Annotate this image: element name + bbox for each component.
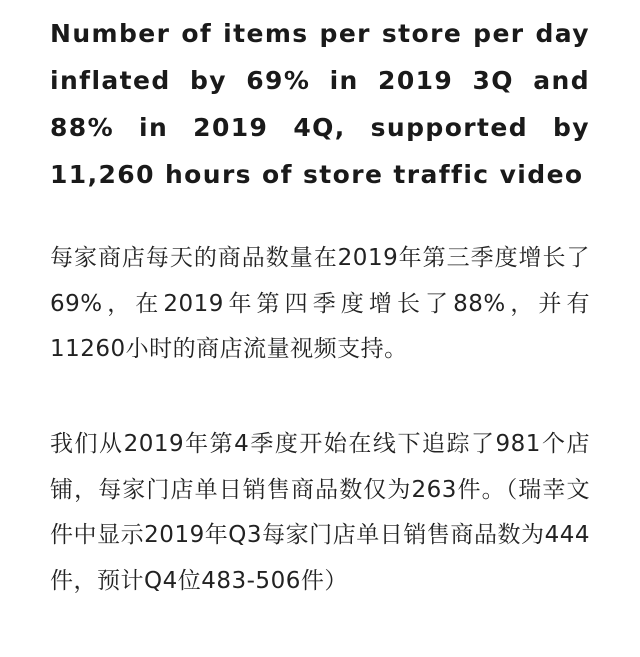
paragraph-store-tracking: 我们从2019年第4季度开始在线下追踪了981个店铺，每家门店单日销售商品数仅为263件。（瑞幸文件中显示2019年Q3每家门店单日销售商品数为444件，预计Q4位483-506件） xyxy=(50,431,590,594)
article-heading: Number of items per store per day inflated by 69% in 2019 3Q and 88% in 2019 4Q, supported by 11,260 hours of store traffic video xyxy=(50,19,590,189)
article-body xyxy=(50,0,590,594)
paragraph-summary-chinese: 每家商店每天的商品数量在2019年第三季度增长了69%，在2019年第四季度增长了88%，并有11260小时的商店流量视频支持。 xyxy=(50,245,590,362)
